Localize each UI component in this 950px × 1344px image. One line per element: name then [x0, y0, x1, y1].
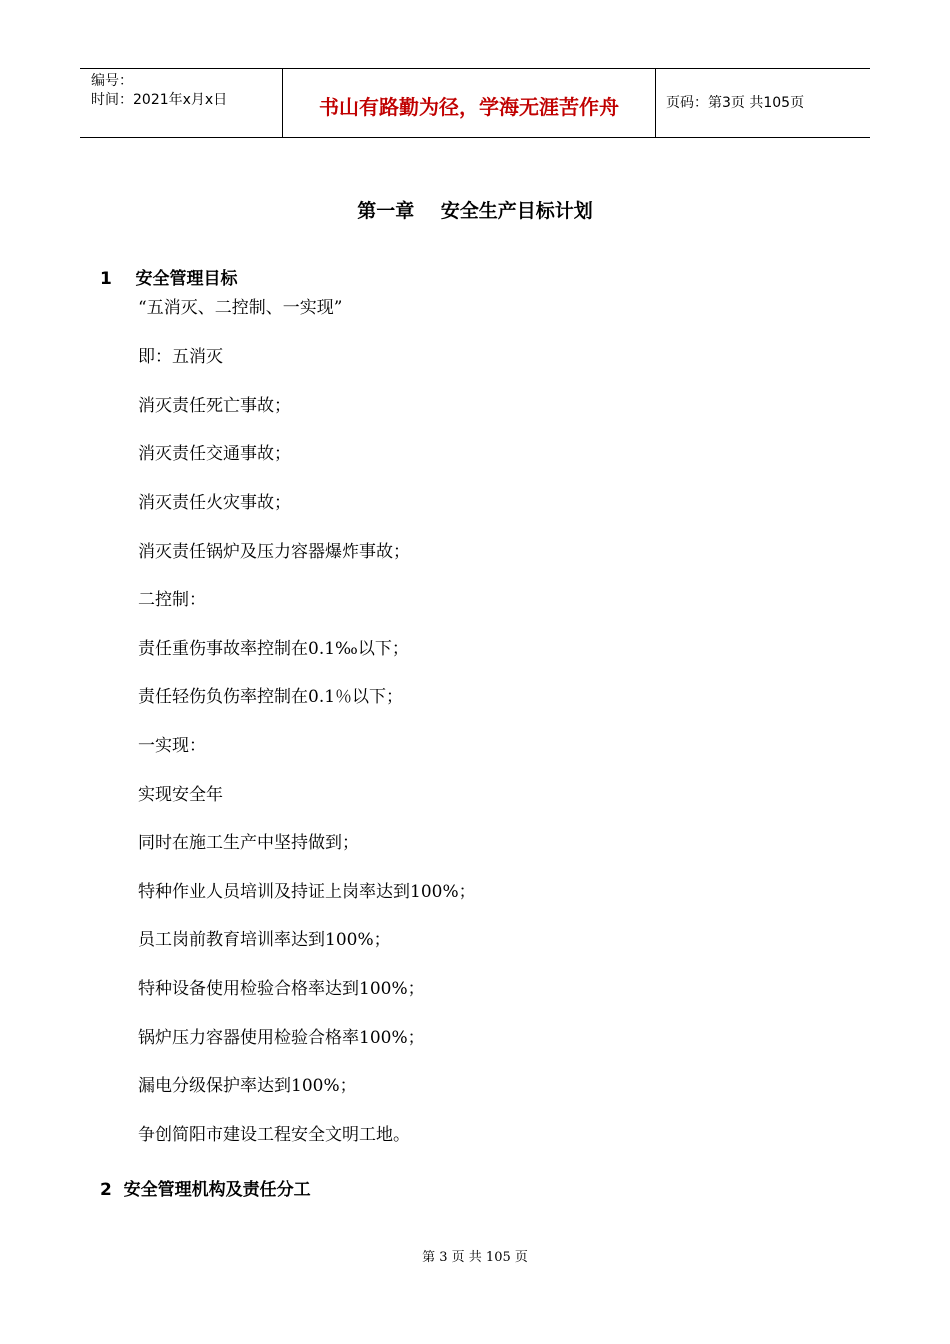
- header-motto: 书山有路勤为径，学海无涯苦作舟: [319, 95, 619, 119]
- section-heading-1: 1 安全管理目标: [100, 269, 238, 289]
- page-footer: 第 3 页 共 105 页: [422, 1250, 528, 1265]
- header-page-number: 页码：第3页 共105页: [666, 95, 805, 111]
- paragraph: 同时在施工生产中坚持做到；: [138, 833, 359, 853]
- paragraph: 二控制：: [138, 590, 206, 610]
- header-motto-cell: [283, 69, 656, 137]
- paragraph: 实现安全年: [138, 785, 223, 805]
- paragraph: 责任重伤事故率控制在0.1‰以下；: [138, 639, 409, 659]
- paragraph: 消灭责任火灾事故；: [138, 493, 291, 513]
- paragraph: 争创简阳市建设工程安全文明工地。: [138, 1125, 410, 1145]
- paragraph: 消灭责任锅炉及压力容器爆炸事故；: [138, 542, 410, 562]
- header-page-cell: [656, 69, 870, 137]
- paragraph: 员工岗前教育培训率达到100%；: [138, 930, 391, 950]
- page-header: [80, 68, 870, 138]
- paragraph: 特种作业人员培训及持证上岗率达到100%；: [138, 882, 476, 902]
- chapter-title: 第一章 安全生产目标计划: [357, 200, 593, 222]
- paragraph: 锅炉压力容器使用检验合格率100%；: [138, 1028, 425, 1048]
- paragraph: 漏电分级保护率达到100%；: [138, 1076, 357, 1096]
- paragraph: 特种设备使用检验合格率达到100%；: [138, 979, 425, 999]
- paragraph: 责任轻伤负伤率控制在0.1％以下；: [138, 687, 404, 707]
- header-info-cell: [80, 69, 283, 137]
- section-heading-2: 2 安全管理机构及责任分工: [100, 1180, 311, 1200]
- header-number: 编号：: [91, 73, 133, 89]
- paragraph: 即：五消灭: [138, 347, 223, 367]
- paragraph: 一实现：: [138, 736, 206, 756]
- paragraph: “五消灭、二控制、一实现”: [138, 298, 343, 318]
- paragraph: 消灭责任交通事故；: [138, 444, 291, 464]
- paragraph: 消灭责任死亡事故；: [138, 396, 291, 416]
- header-date: 时间：2021年x月x日: [91, 92, 228, 108]
